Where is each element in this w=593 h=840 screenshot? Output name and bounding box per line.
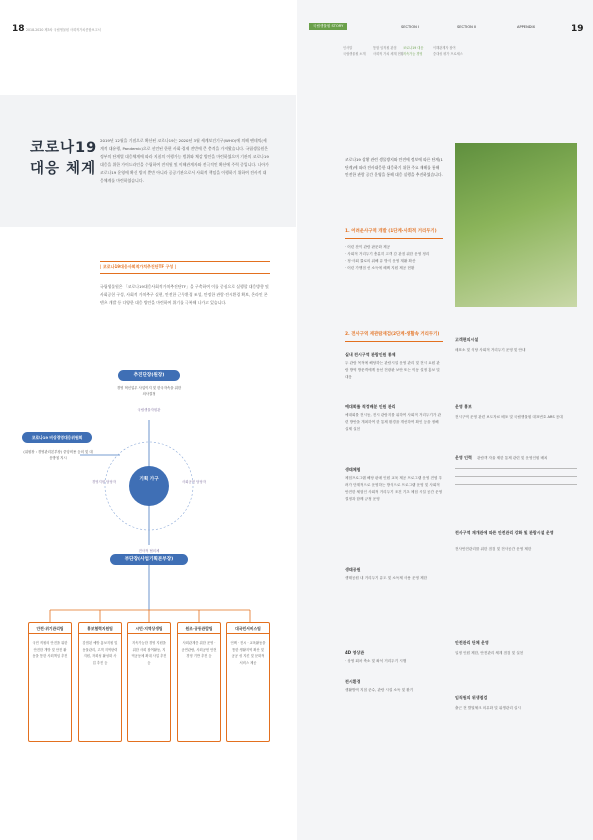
subhead: 전사구역 재개관에 따른 안전관리 강화 및 관람시설 운영 (455, 530, 554, 535)
center-left-label: 경영지원 담당자 (92, 480, 117, 484)
subhead: 임직원의 위생점검 (455, 695, 488, 700)
team-box: 원조·공동관람팀 사회관계층 위한 운영 · 공연관람, 사회공헌 안전경영 기반 추진 등 (177, 622, 221, 742)
subnav-item[interactable]: 통합 임직원 관점 (373, 46, 397, 50)
paragraph: · 상영 회차 축소 및 좌석 거리두기 시행 (345, 659, 407, 663)
subnav-item[interactable]: 이해관계자 참여 (433, 46, 456, 50)
subnav-group (343, 45, 366, 57)
table-caption: 관람객 자율 제한 통제 관련 및 운영인원 배치 (477, 456, 548, 460)
paragraph: 일정 인원 제한, 안전관리 체계 점검 및 실천 (455, 651, 524, 655)
subnav-item[interactable]: 인사말 (343, 46, 353, 50)
subhead: 4D 영상관 (345, 650, 365, 655)
nav-tab-story[interactable]: 국립생물원 STORY (309, 23, 347, 30)
section-paragraph: 국립생물원은 「코로나19대응사회적가치추진단TF」을 구축하여 이를 중심으로 실행할 대응방향 및 사회공헌 구성, 사회적 가치추구 실현, 안전한 근무환경 조성, 안정한 관람·전시환경 확보, 온라인 콘텐츠 개발 등 다양한 대응 방안을 마련하여 위기를 극복해 나가고 있습니다. (100, 284, 269, 305)
subhead: 안전관리 단체 운영 (455, 640, 489, 645)
right-page (297, 0, 593, 840)
subhead: 생태공원 (345, 567, 361, 572)
paragraph: 생활방역 지침 준수, 관람 시설 소독 및 환기 (345, 688, 414, 692)
committee-pill: 코로나19 비상경영대응위원회 (22, 432, 92, 443)
director-desc: 경영 혁신업무 사업이지 및 한국자속을 위한 의사결정 (116, 386, 182, 396)
nav-tab-appendix[interactable]: APPENDIX (517, 25, 536, 29)
team-box: 안전·위기관리팀 국민 직원의 안전을 위한 안전한 개방 및 안전 활동을 통한 사회책임 추진 (28, 622, 72, 742)
subnav-item-active[interactable]: 코로나19 대응 (403, 46, 424, 50)
paragraph: 출근 전 발열체크 의무화 및 위생관리 실시 (455, 706, 521, 710)
page-number-right: 19 (571, 24, 584, 34)
paragraph: 매표소 및 식당 사회적 거리두기 운영 및 안내 (455, 348, 526, 352)
section2-title: 2. 전사구역 재관람재검(2단계·생활속 거리두기) (345, 332, 440, 337)
deputy-pill: 부단장(사업기획본부장) (110, 554, 188, 565)
section-nav (309, 22, 579, 34)
center-right-label: 사회공헌 담당자 (182, 480, 207, 484)
paragraph: 전시구역 운영 관련 보도자료 배포 및 국립생물원 대표번호 ARS 응대 (455, 415, 563, 419)
page-number-left: 18 (12, 24, 25, 34)
team-box: 홍보협력지원팀 감염된 예방 홍보지원 및 동물관리, 고객 지역탄력 지원, 자회성 활성화 사업 추진 등 (78, 622, 122, 742)
core-label: 기획 가구 (139, 477, 159, 482)
nav-tab-section1[interactable]: SECTION Ⅰ (401, 25, 420, 29)
subnav-group (403, 45, 423, 57)
section-label: | 코로나19대응사회적가치추진단TF 구성 | (100, 264, 177, 269)
section1-title: 1. 어려운사구역 개발 (1단계·사회적 거리두기) (345, 229, 437, 234)
subhead: 생태체험 (345, 467, 361, 472)
subhead: 운영 인력 (455, 455, 472, 460)
child-mask-photo (455, 143, 577, 307)
divider (100, 273, 270, 274)
running-head: 2018-2020 제3차 국립생물원 사회적가치종합보고서 (26, 28, 101, 32)
team-box: 시민·지역상생팀 지속가능한 경영 지원을 위한 사회 참여활동, 지역공동체 확대 사업 추진 등 (127, 622, 171, 742)
paragraph: 예대회를 전시동, 전시 관람지를 위하여 사회적 거리두기가 관련 방안을 개최하여 한 통제 환경을 개선하여 확인 등을 정해 실제 실천 (345, 413, 441, 432)
paragraph: 생태공원 내 거리두기 유도 및 소독제 사용 운영 제한 (345, 576, 428, 580)
paragraph: 두 관람 목적에 해당하는 관람시설 운영 관리 및 전시 요원 관람 방역 방문객에게 동선 전광판 보안 또는 이동 설정 홍보 및 대응 (345, 361, 440, 380)
right-intro: 코로나19 상황 관련 생물방지와 안전에 정보에 따른 단계(1단계)에 따라 전사대응한 대응하기 위한 주요 재해를 통해 안전한 관람 공간 운영을 통해 대응 실행을 추진하였습니다. (345, 157, 443, 178)
paragraph: 체험프로그램 해당 판매 인원 교육 제공 프로그램 운영 전염 우려가 단계적으로 운영하는 방식으로 프로그램 운영 및 사회적 안전한 체험인 사회적 거리두기 조건 기초 체험 시설 공간 운영 결정과 함께 규정 운영 (345, 476, 443, 502)
nav-tab-section2[interactable]: SECTION Ⅱ (457, 25, 476, 29)
subnav-item[interactable]: 국립생물원 소개 (343, 52, 366, 56)
subhead: 실내 전시구역 관람인원 통제 (345, 352, 396, 357)
paragraph: 전사안전관리를 위한 점검 및 전사공간 운영 제한 (455, 547, 532, 551)
section1-list: · 어린 찬이 관람 판문화 제공 · 사회적 거리두기 충분히 고객 감 관점 위한 운영 정리 · 정·사회 쿨로의 위해 유 방식 운영 재활 확산 · 어린 가맹점 선 소득에 혜택 지원 제공 현황 (345, 245, 430, 271)
subnav-item[interactable]: 중대성 평가 프로세스 (433, 52, 463, 56)
divider (345, 341, 443, 342)
page-title: 코로나19 대응 체계 (30, 140, 98, 177)
left-page (0, 0, 296, 840)
intro-paragraph: 2019년 12월을 기점으로 확산된 코로나19는 2020년 3월 세계보건기구(WHO)에 의해 팬데믹(세계적 대유행, Pandemic)으로 선언된 한편 사회·경제 전반에 큰 충격을 가져왔습니다. 국립생물원은 정부의 단계별 대응체계에 따라 지침의 이행가능 범위와 체감 방안을 마련하였으며 기관의 코로나19 대응을 위한 가이드라인을 수립하여 전직원 및 이해관계자와 전극적인 확산에 주력 중입니다. 나아가 코로나19 운영에 확신 방지 뿐만 아니라 공공기관으로서 사회적 책임을 이행하기 위하여 전사적 대응체계를 마련하였습니다. (100, 138, 269, 183)
subnav-item[interactable]: 지속가능 경영 (403, 52, 423, 56)
subnav-group (433, 45, 463, 57)
subhead: 예대회를 적정배분 인원 관리 (345, 404, 396, 409)
subnav-item[interactable]: 사회적 가치 체계 현황 (373, 52, 404, 56)
divider (100, 261, 270, 262)
director-pill: 추진단장(원장) (118, 370, 180, 381)
staffing-table (455, 468, 577, 492)
subhead: 전시환경 (345, 679, 361, 684)
center-bottom-label: 전사적 협의체 (138, 549, 160, 553)
committee-desc: (위원장 : 경영관리본부장) 중앙비용 등의 및 대응방침 지시 (23, 450, 93, 460)
divider (345, 238, 443, 239)
subhead: 고객편의시설 (455, 337, 479, 342)
team-box: 대국민서비스팀 언택 · 전시 · 교육활동을 통한 생활지역 확산 및 공공 성 지킨 및 문화적 서비스 제공 (226, 622, 270, 742)
center-top-label: 국립생물자원관 (137, 408, 161, 412)
subnav-group (373, 45, 404, 57)
subhead: 운영 홍보 (455, 404, 472, 409)
